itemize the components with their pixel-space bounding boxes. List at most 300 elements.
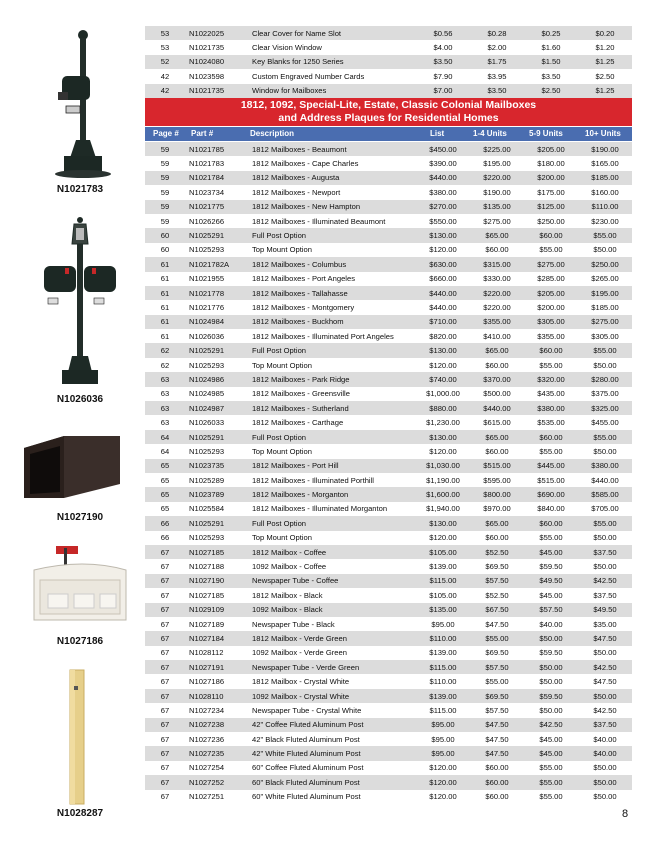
price-1-4-cell: $60.00 xyxy=(470,761,524,775)
price-10-plus-cell: $160.00 xyxy=(578,185,632,199)
list-price-cell: $3.50 xyxy=(416,55,470,69)
header-part: Part # xyxy=(191,129,214,138)
table-row xyxy=(145,502,632,516)
description-cell: 1812 Mailboxes - Sutherland xyxy=(248,401,416,415)
page-cell: 52 xyxy=(145,55,185,69)
part-cell: N1026036 xyxy=(185,329,248,343)
price-10-plus-cell: $165.00 xyxy=(578,156,632,170)
description-cell: 42" Coffee Fluted Aluminum Post xyxy=(248,718,416,732)
part-cell: N1024985 xyxy=(185,387,248,401)
price-5-9-cell: $305.00 xyxy=(524,315,578,329)
table-row xyxy=(145,775,632,789)
price-5-9-cell: $1.50 xyxy=(524,55,578,69)
page-cell: 67 xyxy=(145,559,185,573)
part-cell: N1021735 xyxy=(185,84,248,98)
page-cell: 59 xyxy=(145,200,185,214)
price-5-9-cell: $180.00 xyxy=(524,156,578,170)
price-5-9-cell: $515.00 xyxy=(524,473,578,487)
description-cell: Full Post Option xyxy=(248,343,416,357)
list-price-cell: $95.00 xyxy=(416,617,470,631)
price-1-4-cell: $55.00 xyxy=(470,674,524,688)
table-row xyxy=(145,185,632,199)
description-cell: 1812 Mailboxes - Newport xyxy=(248,185,416,199)
price-1-4-cell: $60.00 xyxy=(470,775,524,789)
price-5-9-cell: $380.00 xyxy=(524,401,578,415)
price-1-4-cell: $60.00 xyxy=(470,358,524,372)
price-5-9-cell: $55.00 xyxy=(524,531,578,545)
price-5-9-cell: $60.00 xyxy=(524,516,578,530)
description-cell: 1812 Mailboxes - Port Hill xyxy=(248,459,416,473)
page-cell: 53 xyxy=(145,40,185,54)
price-10-plus-cell: $42.50 xyxy=(578,574,632,588)
table-row xyxy=(145,531,632,545)
table-row xyxy=(145,574,632,588)
price-10-plus-cell: $35.00 xyxy=(578,617,632,631)
price-5-9-cell: $2.50 xyxy=(524,84,578,98)
page-cell: 59 xyxy=(145,214,185,228)
list-price-cell: $115.00 xyxy=(416,574,470,588)
price-5-9-cell: $205.00 xyxy=(524,142,578,156)
list-price-cell: $1,230.00 xyxy=(416,415,470,429)
page-cell: 61 xyxy=(145,315,185,329)
price-10-plus-cell: $585.00 xyxy=(578,487,632,501)
page-cell: 67 xyxy=(145,660,185,674)
table-row xyxy=(145,171,632,185)
part-cell: N1021778 xyxy=(185,286,248,300)
table-row xyxy=(145,703,632,717)
table-row xyxy=(145,300,632,314)
part-cell: N1021955 xyxy=(185,272,248,286)
price-10-plus-cell: $40.00 xyxy=(578,732,632,746)
table-row xyxy=(145,473,632,487)
table-row xyxy=(145,617,632,631)
part-cell: N1027185 xyxy=(185,588,248,602)
price-10-plus-cell: $37.50 xyxy=(578,718,632,732)
price-10-plus-cell: $50.00 xyxy=(578,531,632,545)
table-row xyxy=(145,387,632,401)
description-cell: 1812 Mailboxes - Buckhom xyxy=(248,315,416,329)
list-price-cell: $139.00 xyxy=(416,689,470,703)
part-cell: N1022025 xyxy=(185,26,248,40)
part-cell: N1023598 xyxy=(185,69,248,83)
table-row xyxy=(145,559,632,573)
page-cell: 61 xyxy=(145,286,185,300)
price-5-9-cell: $45.00 xyxy=(524,732,578,746)
price-1-4-cell: $47.50 xyxy=(470,617,524,631)
price-5-9-cell: $60.00 xyxy=(524,343,578,357)
list-price-cell: $270.00 xyxy=(416,200,470,214)
page-cell: 67 xyxy=(145,703,185,717)
part-cell: N1025291 xyxy=(185,430,248,444)
description-cell: Custom Engraved Number Cards xyxy=(248,69,416,83)
price-10-plus-cell: $440.00 xyxy=(578,473,632,487)
description-cell: 1812 Mailboxes - Port Angeles xyxy=(248,272,416,286)
price-5-9-cell: $55.00 xyxy=(524,761,578,775)
list-price-cell: $120.00 xyxy=(416,444,470,458)
price-1-4-cell: $67.50 xyxy=(470,603,524,617)
description-cell: 1812 Mailboxes - Illuminated Porthill xyxy=(248,473,416,487)
page-cell: 60 xyxy=(145,243,185,257)
price-5-9-cell: $50.00 xyxy=(524,674,578,688)
part-cell: N1027186 xyxy=(185,674,248,688)
page-cell: 67 xyxy=(145,674,185,688)
description-cell: Window for Mailboxes xyxy=(248,84,416,98)
list-price-cell: $120.00 xyxy=(416,775,470,789)
price-10-plus-cell: $380.00 xyxy=(578,459,632,473)
product-image-column xyxy=(0,0,145,845)
table-row xyxy=(145,746,632,760)
page-cell: 61 xyxy=(145,272,185,286)
price-5-9-cell: $200.00 xyxy=(524,171,578,185)
price-10-plus-cell: $55.00 xyxy=(578,430,632,444)
list-price-cell: $1,000.00 xyxy=(416,387,470,401)
wood-post-image xyxy=(0,666,145,806)
part-cell: N1027252 xyxy=(185,775,248,789)
price-1-4-cell: $190.00 xyxy=(470,185,524,199)
price-5-9-cell: $1.60 xyxy=(524,40,578,54)
page-cell: 65 xyxy=(145,459,185,473)
table-row xyxy=(145,200,632,214)
table-row xyxy=(145,790,632,804)
product-caption: N1026036 xyxy=(56,394,104,405)
table-row xyxy=(145,286,632,300)
price-1-4-cell: $3.50 xyxy=(470,84,524,98)
list-price-cell: $660.00 xyxy=(416,272,470,286)
table-row xyxy=(145,603,632,617)
page-cell: 63 xyxy=(145,387,185,401)
price-10-plus-cell: $1.25 xyxy=(578,84,632,98)
price-10-plus-cell: $1.20 xyxy=(578,40,632,54)
part-cell: N1021782A xyxy=(185,257,248,271)
description-cell: Top Mount Option xyxy=(248,243,416,257)
description-cell: Full Post Option xyxy=(248,430,416,444)
page-cell: 67 xyxy=(145,588,185,602)
table-row xyxy=(145,588,632,602)
price-1-4-cell: $195.00 xyxy=(470,156,524,170)
list-price-cell: $630.00 xyxy=(416,257,470,271)
part-cell: N1025291 xyxy=(185,228,248,242)
description-cell: Clear Cover for Name Slot xyxy=(248,26,416,40)
price-5-9-cell: $175.00 xyxy=(524,185,578,199)
list-price-cell: $139.00 xyxy=(416,646,470,660)
page-cell: 65 xyxy=(145,473,185,487)
price-10-plus-cell: $55.00 xyxy=(578,516,632,530)
price-10-plus-cell: $50.00 xyxy=(578,689,632,703)
table-row xyxy=(145,372,632,386)
list-price-cell: $120.00 xyxy=(416,243,470,257)
price-5-9-cell: $0.25 xyxy=(524,26,578,40)
description-cell: 1812 Mailboxes - Greensville xyxy=(248,387,416,401)
part-cell: N1023735 xyxy=(185,459,248,473)
page-cell: 42 xyxy=(145,69,185,83)
page-cell: 62 xyxy=(145,358,185,372)
page-cell: 67 xyxy=(145,646,185,660)
part-cell: N1027190 xyxy=(185,574,248,588)
part-cell: N1027188 xyxy=(185,559,248,573)
price-10-plus-cell: $50.00 xyxy=(578,790,632,804)
part-cell: N1028112 xyxy=(185,646,248,660)
price-10-plus-cell: $47.50 xyxy=(578,631,632,645)
table-row xyxy=(145,761,632,775)
part-cell: N1024984 xyxy=(185,315,248,329)
price-10-plus-cell: $50.00 xyxy=(578,646,632,660)
price-10-plus-cell: $50.00 xyxy=(578,775,632,789)
page-cell: 67 xyxy=(145,631,185,645)
price-5-9-cell: $59.50 xyxy=(524,646,578,660)
description-cell: 1092 Mailbox - Coffee xyxy=(248,559,416,573)
page-cell: 59 xyxy=(145,171,185,185)
list-price-cell: $380.00 xyxy=(416,185,470,199)
price-1-4-cell: $57.50 xyxy=(470,660,524,674)
price-5-9-cell: $355.00 xyxy=(524,329,578,343)
price-1-4-cell: $330.00 xyxy=(470,272,524,286)
price-5-9-cell: $205.00 xyxy=(524,286,578,300)
page-cell: 65 xyxy=(145,487,185,501)
page-cell: 67 xyxy=(145,603,185,617)
banner-line-2: and Address Plaques for Residential Homes xyxy=(278,112,499,124)
list-price-cell: $7.00 xyxy=(416,84,470,98)
price-5-9-cell: $55.00 xyxy=(524,358,578,372)
double-mailbox-lamp-post-image xyxy=(0,216,145,388)
price-5-9-cell: $60.00 xyxy=(524,228,578,242)
price-1-4-cell: $370.00 xyxy=(470,372,524,386)
part-cell: N1025291 xyxy=(185,343,248,357)
description-cell: Newspaper Tube - Verde Green xyxy=(248,660,416,674)
price-10-plus-cell: $42.50 xyxy=(578,703,632,717)
price-5-9-cell: $435.00 xyxy=(524,387,578,401)
price-10-plus-cell: $185.00 xyxy=(578,300,632,314)
table-row xyxy=(145,329,632,343)
list-price-cell: $710.00 xyxy=(416,315,470,329)
page-cell: 61 xyxy=(145,300,185,314)
list-price-cell: $1,030.00 xyxy=(416,459,470,473)
price-5-9-cell: $59.50 xyxy=(524,689,578,703)
price-1-4-cell: $65.00 xyxy=(470,516,524,530)
part-cell: N1021776 xyxy=(185,300,248,314)
price-1-4-cell: $47.50 xyxy=(470,746,524,760)
accessory-price-table xyxy=(145,26,632,98)
description-cell: 1812 Mailboxes - Augusta xyxy=(248,171,416,185)
table-row xyxy=(145,40,632,54)
price-5-9-cell: $45.00 xyxy=(524,746,578,760)
price-1-4-cell: $800.00 xyxy=(470,487,524,501)
price-5-9-cell: $50.00 xyxy=(524,703,578,717)
description-cell: 1092 Mailbox - Black xyxy=(248,603,416,617)
price-1-4-cell: $3.95 xyxy=(470,69,524,83)
price-5-9-cell: $42.50 xyxy=(524,718,578,732)
part-cell: N1024987 xyxy=(185,401,248,415)
list-price-cell: $130.00 xyxy=(416,430,470,444)
price-1-4-cell: $2.00 xyxy=(470,40,524,54)
page-cell: 67 xyxy=(145,732,185,746)
part-cell: N1026266 xyxy=(185,214,248,228)
header-10-plus-units: 10+ Units xyxy=(585,129,621,138)
price-5-9-cell: $250.00 xyxy=(524,214,578,228)
list-price-cell: $95.00 xyxy=(416,718,470,732)
list-price-cell: $450.00 xyxy=(416,142,470,156)
description-cell: 1812 Mailbox - Black xyxy=(248,588,416,602)
price-5-9-cell: $55.00 xyxy=(524,444,578,458)
price-10-plus-cell: $705.00 xyxy=(578,502,632,516)
header-1-4-units: 1-4 Units xyxy=(473,129,507,138)
price-10-plus-cell: $47.50 xyxy=(578,674,632,688)
description-cell: 1812 Mailboxes - Park Ridge xyxy=(248,372,416,386)
part-cell: N1023789 xyxy=(185,487,248,501)
list-price-cell: $95.00 xyxy=(416,732,470,746)
page-cell: 65 xyxy=(145,502,185,516)
price-5-9-cell: $57.50 xyxy=(524,603,578,617)
page-number: 8 xyxy=(622,808,629,820)
price-1-4-cell: $220.00 xyxy=(470,300,524,314)
price-1-4-cell: $0.28 xyxy=(470,26,524,40)
page-cell: 66 xyxy=(145,516,185,530)
page-cell: 59 xyxy=(145,185,185,199)
price-1-4-cell: $515.00 xyxy=(470,459,524,473)
price-10-plus-cell: $375.00 xyxy=(578,387,632,401)
price-10-plus-cell: $110.00 xyxy=(578,200,632,214)
price-5-9-cell: $59.50 xyxy=(524,559,578,573)
price-1-4-cell: $440.00 xyxy=(470,401,524,415)
price-10-plus-cell: $250.00 xyxy=(578,257,632,271)
part-cell: N1024080 xyxy=(185,55,248,69)
price-1-4-cell: $55.00 xyxy=(470,631,524,645)
description-cell: 1812 Mailboxes - Illuminated Port Angeles xyxy=(248,329,416,343)
price-10-plus-cell: $50.00 xyxy=(578,243,632,257)
page-cell: 63 xyxy=(145,401,185,415)
price-5-9-cell: $60.00 xyxy=(524,430,578,444)
list-price-cell: $440.00 xyxy=(416,300,470,314)
table-row xyxy=(145,26,632,40)
price-5-9-cell: $49.50 xyxy=(524,574,578,588)
page-cell: 61 xyxy=(145,329,185,343)
page-cell: 67 xyxy=(145,746,185,760)
description-cell: 1812 Mailboxes - Illuminated Beaumont xyxy=(248,214,416,228)
section-banner xyxy=(145,98,632,126)
description-cell: Full Post Option xyxy=(248,228,416,242)
table-row xyxy=(145,358,632,372)
price-1-4-cell: $615.00 xyxy=(470,415,524,429)
description-cell: 60" White Fluted Aluminum Post xyxy=(248,790,416,804)
description-cell: 60" Black Fluted Aluminum Post xyxy=(248,775,416,789)
table-row xyxy=(145,228,632,242)
description-cell: Newspaper Tube - Crystal White xyxy=(248,703,416,717)
page-cell: 63 xyxy=(145,415,185,429)
part-cell: N1021783 xyxy=(185,156,248,170)
price-10-plus-cell: $195.00 xyxy=(578,286,632,300)
price-5-9-cell: $320.00 xyxy=(524,372,578,386)
part-cell: N1027184 xyxy=(185,631,248,645)
description-cell: 1092 Mailbox - Crystal White xyxy=(248,689,416,703)
white-mailbox-image xyxy=(0,540,145,632)
description-cell: 1812 Mailboxes - Morganton xyxy=(248,487,416,501)
page-cell: 59 xyxy=(145,156,185,170)
price-1-4-cell: $60.00 xyxy=(470,444,524,458)
price-5-9-cell: $840.00 xyxy=(524,502,578,516)
price-1-4-cell: $60.00 xyxy=(470,243,524,257)
price-5-9-cell: $45.00 xyxy=(524,545,578,559)
price-table-header xyxy=(145,127,632,141)
mailbox-post-image xyxy=(0,28,145,178)
product-caption: N1021783 xyxy=(56,184,104,195)
price-5-9-cell: $55.00 xyxy=(524,775,578,789)
description-cell: Top Mount Option xyxy=(248,358,416,372)
part-cell: N1027185 xyxy=(185,545,248,559)
list-price-cell: $1,600.00 xyxy=(416,487,470,501)
page-cell: 62 xyxy=(145,343,185,357)
price-1-4-cell: $47.50 xyxy=(470,718,524,732)
price-1-4-cell: $57.50 xyxy=(470,574,524,588)
table-row xyxy=(145,689,632,703)
price-10-plus-cell: $49.50 xyxy=(578,603,632,617)
newspaper-tube-image xyxy=(0,432,145,502)
price-1-4-cell: $225.00 xyxy=(470,142,524,156)
part-cell: N1024986 xyxy=(185,372,248,386)
part-cell: N1029109 xyxy=(185,603,248,617)
price-10-plus-cell: $0.20 xyxy=(578,26,632,40)
list-price-cell: $110.00 xyxy=(416,674,470,688)
price-1-4-cell: $52.50 xyxy=(470,545,524,559)
part-cell: N1027191 xyxy=(185,660,248,674)
price-1-4-cell: $500.00 xyxy=(470,387,524,401)
price-10-plus-cell: $305.00 xyxy=(578,329,632,343)
price-10-plus-cell: $265.00 xyxy=(578,272,632,286)
list-price-cell: $105.00 xyxy=(416,588,470,602)
part-cell: N1025293 xyxy=(185,531,248,545)
table-row xyxy=(145,516,632,530)
description-cell: Newspaper Tube - Black xyxy=(248,617,416,631)
table-row xyxy=(145,430,632,444)
price-1-4-cell: $135.00 xyxy=(470,200,524,214)
part-cell: N1023734 xyxy=(185,185,248,199)
table-row xyxy=(145,69,632,83)
price-1-4-cell: $65.00 xyxy=(470,343,524,357)
page-cell: 61 xyxy=(145,257,185,271)
product-caption: N1028287 xyxy=(56,808,104,819)
list-price-cell: $130.00 xyxy=(416,516,470,530)
list-price-cell: $130.00 xyxy=(416,343,470,357)
part-cell: N1025291 xyxy=(185,516,248,530)
description-cell: 1812 Mailbox - Crystal White xyxy=(248,674,416,688)
price-10-plus-cell: $325.00 xyxy=(578,401,632,415)
page-cell: 53 xyxy=(145,26,185,40)
list-price-cell: $105.00 xyxy=(416,545,470,559)
price-10-plus-cell: $55.00 xyxy=(578,343,632,357)
accessory-price-table-body xyxy=(145,26,632,98)
price-1-4-cell: $60.00 xyxy=(470,790,524,804)
price-1-4-cell: $65.00 xyxy=(470,228,524,242)
price-1-4-cell: $275.00 xyxy=(470,214,524,228)
table-row xyxy=(145,487,632,501)
price-1-4-cell: $69.50 xyxy=(470,559,524,573)
price-1-4-cell: $57.50 xyxy=(470,703,524,717)
part-cell: N1027234 xyxy=(185,703,248,717)
price-10-plus-cell: $50.00 xyxy=(578,444,632,458)
table-row xyxy=(145,55,632,69)
table-row xyxy=(145,142,632,156)
page-cell: 66 xyxy=(145,531,185,545)
list-price-cell: $135.00 xyxy=(416,603,470,617)
list-price-cell: $115.00 xyxy=(416,703,470,717)
price-1-4-cell: $52.50 xyxy=(470,588,524,602)
price-1-4-cell: $315.00 xyxy=(470,257,524,271)
mailbox-price-table-body xyxy=(145,142,632,804)
list-price-cell: $130.00 xyxy=(416,228,470,242)
price-5-9-cell: $690.00 xyxy=(524,487,578,501)
description-cell: Newspaper Tube - Coffee xyxy=(248,574,416,588)
price-10-plus-cell: $190.00 xyxy=(578,142,632,156)
table-row xyxy=(145,631,632,645)
list-price-cell: $95.00 xyxy=(416,746,470,760)
